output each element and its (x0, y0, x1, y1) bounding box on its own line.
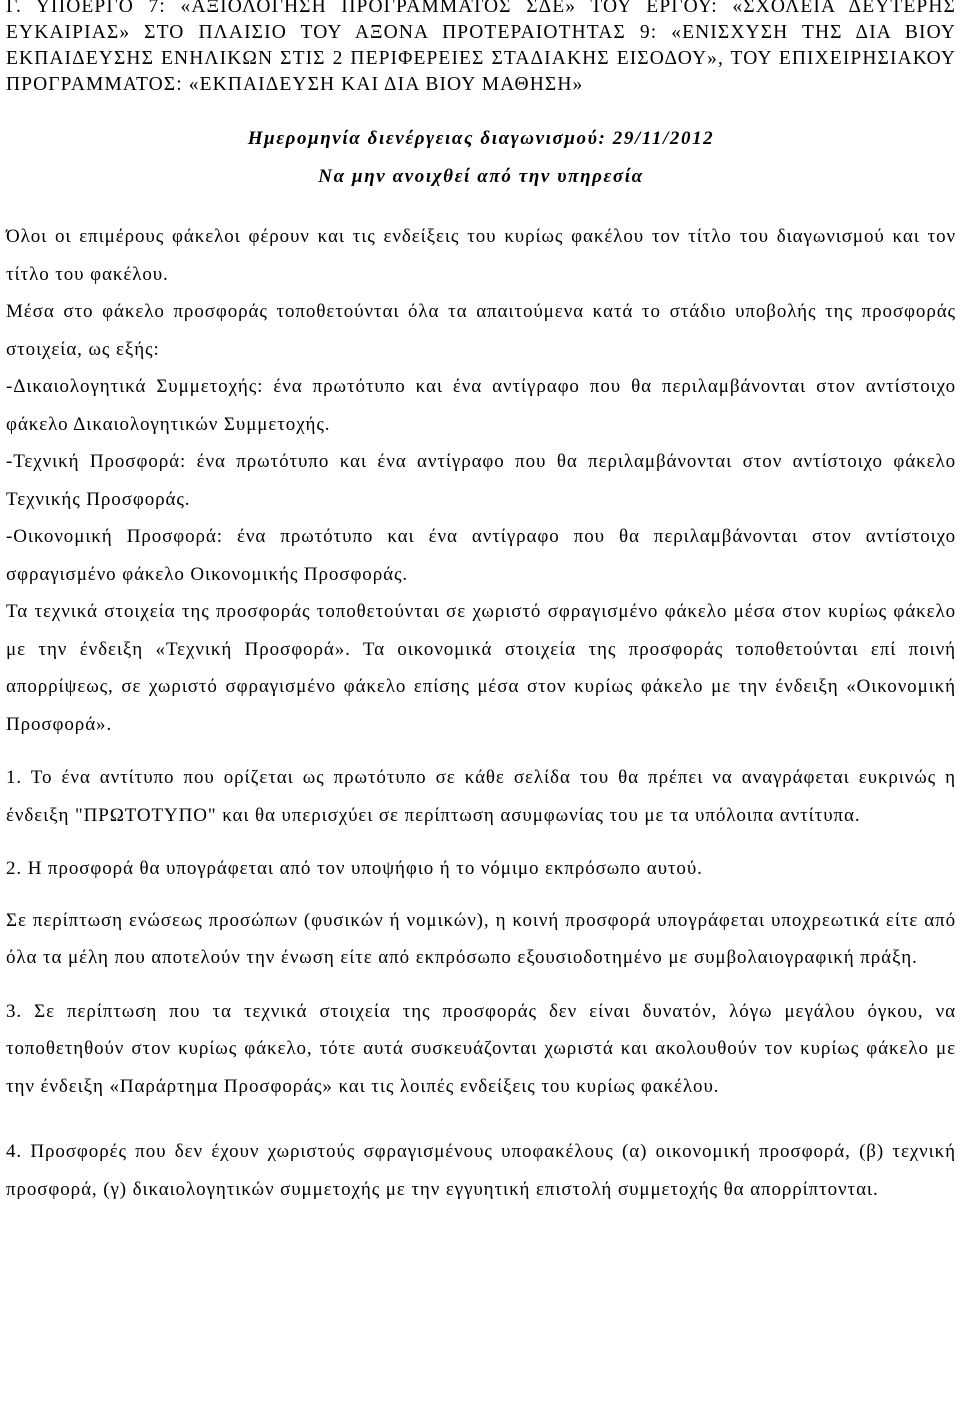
list-item-original-copy: 1. Το ένα αντίτυπο που ορίζεται ως πρωτότυπο σε κάθε σελίδα του θα πρέπει να αναγράφεται ευκρινώς η ένδειξη "ΠΡΩΤΟΤΥΠΟ" και θα υπερισχύει σε περίπτωση ασυμφωνίας του με τα υπόλοιπα αντίτυπα. (6, 767, 956, 826)
paragraph-financial-offer: -Οικονομική Προσφορά: ένα πρωτότυπο και ένα αντίγραφο που θα περιλαμβάνονται στον αντίστοιχο σφραγισμένο φάκελο Οικονομικής Προσφοράς. (6, 526, 956, 585)
paragraph-sealed-envelopes: Τα τεχνικά στοιχεία της προσφοράς τοποθετούνται σε χωριστό σφραγισμένο φάκελο μέσα στον κυρίως φάκελο με την ένδειξη «Τεχνική Προσφορά». Τα οικονομικά στοιχεία της προσφοράς τοποθετούνται επί ποινή απορρίψεως, σε χωριστό σφραγισμένο φάκελο επίσης μέσα στον κυρίως φάκελο με την ένδειξη «Οικονομική Προσφορά». (6, 601, 956, 735)
tender-date: Ημερομηνία διενέργειας διαγωνισμού: 29/11/2012 (247, 128, 715, 149)
do-not-open-notice: Να μην ανοιχθεί από την υπηρεσία (318, 166, 644, 187)
paragraph-joint-venture: Σε περίπτωση ενώσεως προσώπων (φυσικών ή νομικών), η κοινή προσφορά υπογράφεται υποχρεωτικά είτε από όλα τα μέλη που αποτελούν την ένωση είτε από εκπρόσωπο εξουσιοδοτημένο με συμβολαιογραφική πράξη. (6, 909, 956, 968)
paragraph-technical-offer: -Τεχνική Προσφορά: ένα πρωτότυπο και ένα αντίγραφο που θα περιλαμβάνονται στον αντίστοιχο φάκελο Τεχνικής Προσφοράς. (6, 451, 956, 510)
list-item-annex: 3. Σε περίπτωση που τα τεχνικά στοιχεία της προσφοράς δεν είναι δυνατόν, λόγω μεγάλου όγκου, να τοποθετηθούν στον κυρίως φάκελο, τότε αυτά συσκευάζονται χωριστά και ακολουθούν τον κυρίως φάκελο με την ένδειξη «Παράρτημα Προσφοράς» και τις λοιπές ενδείξεις του κυρίως φακέλου. (6, 1000, 956, 1097)
paragraph-envelope-labels: Όλοι οι επιμέρους φάκελοι φέρουν και τις ενδείξεις του κυρίως φακέλου τον τίτλο του διαγωνισμού και τον τίτλο του φακέλου. (6, 226, 956, 285)
list-item-signature: 2. Η προσφορά θα υπογράφεται από τον υποψήφιο ή το νόμιμο εκπρόσωπο αυτού. (6, 858, 703, 879)
paragraph-participation-documents: -Δικαιολογητικά Συμμετοχής: ένα πρωτότυπο και ένα αντίγραφο που θα περιλαμβάνονται στον αντίστοιχο φάκελο Δικαιολογητικών Συμμετοχής. (6, 376, 956, 435)
list-item-rejection: 4. Προσφορές που δεν έχουν χωριστούς σφραγισμένους υποφακέλους (α) οικονομική προσφορά, (β) τεχνική προσφορά, (γ) δικαιολογητικών συμμετοχής με την εγγυητική επιστολή συμμετοχής θα απορρίπτονται. (6, 1141, 956, 1200)
section-heading: Γ. ΥΠΟΕΡΓΟ 7: «ΑΞΙΟΛΟΓΗΣΗ ΠΡΟΓΡΑΜΜΑΤΟΣ ΣΔΕ» ΤΟΥ ΕΡΓΟΥ: «ΣΧΟΛΕΙΑ ΔΕΥΤΕΡΗΣ ΕΥΚΑΙΡΙΑΣ» ΣΤΟ ΠΛΑΙΣΙΟ ΤΟΥ ΑΞΟΝΑ ΠΡΟΤΕΡΑΙΟΤΗΤΑΣ 9: «ΕΝΙΣΧΥΣΗ ΤΗΣ ΔΙΑ ΒΙΟΥ ΕΚΠΑΙΔΕΥΣΗΣ ΕΝΗΛΙΚΩΝ ΣΤΙΣ 2 ΠΕΡΙΦΕΡΕΙΕΣ ΣΤΑΔΙΑΚΗΣ ΕΙΣΟΔΟΥ», ΤΟΥ ΕΠΙΧΕΙΡΗΣΙΑΚΟΥ ΠΡΟΓΡΑΜΜΑΤΟΣ: «ΕΚΠΑΙΔΕΥΣΗ ΚΑΙ ΔΙΑ ΒΙΟΥ ΜΑΘΗΣΗ» (6, 0, 956, 95)
paragraph-offer-contents: Μέσα στο φάκελο προσφοράς τοποθετούνται όλα τα απαιτούμενα κατά το στάδιο υποβολής της προσφοράς στοιχεία, ως εξής: (6, 301, 956, 360)
